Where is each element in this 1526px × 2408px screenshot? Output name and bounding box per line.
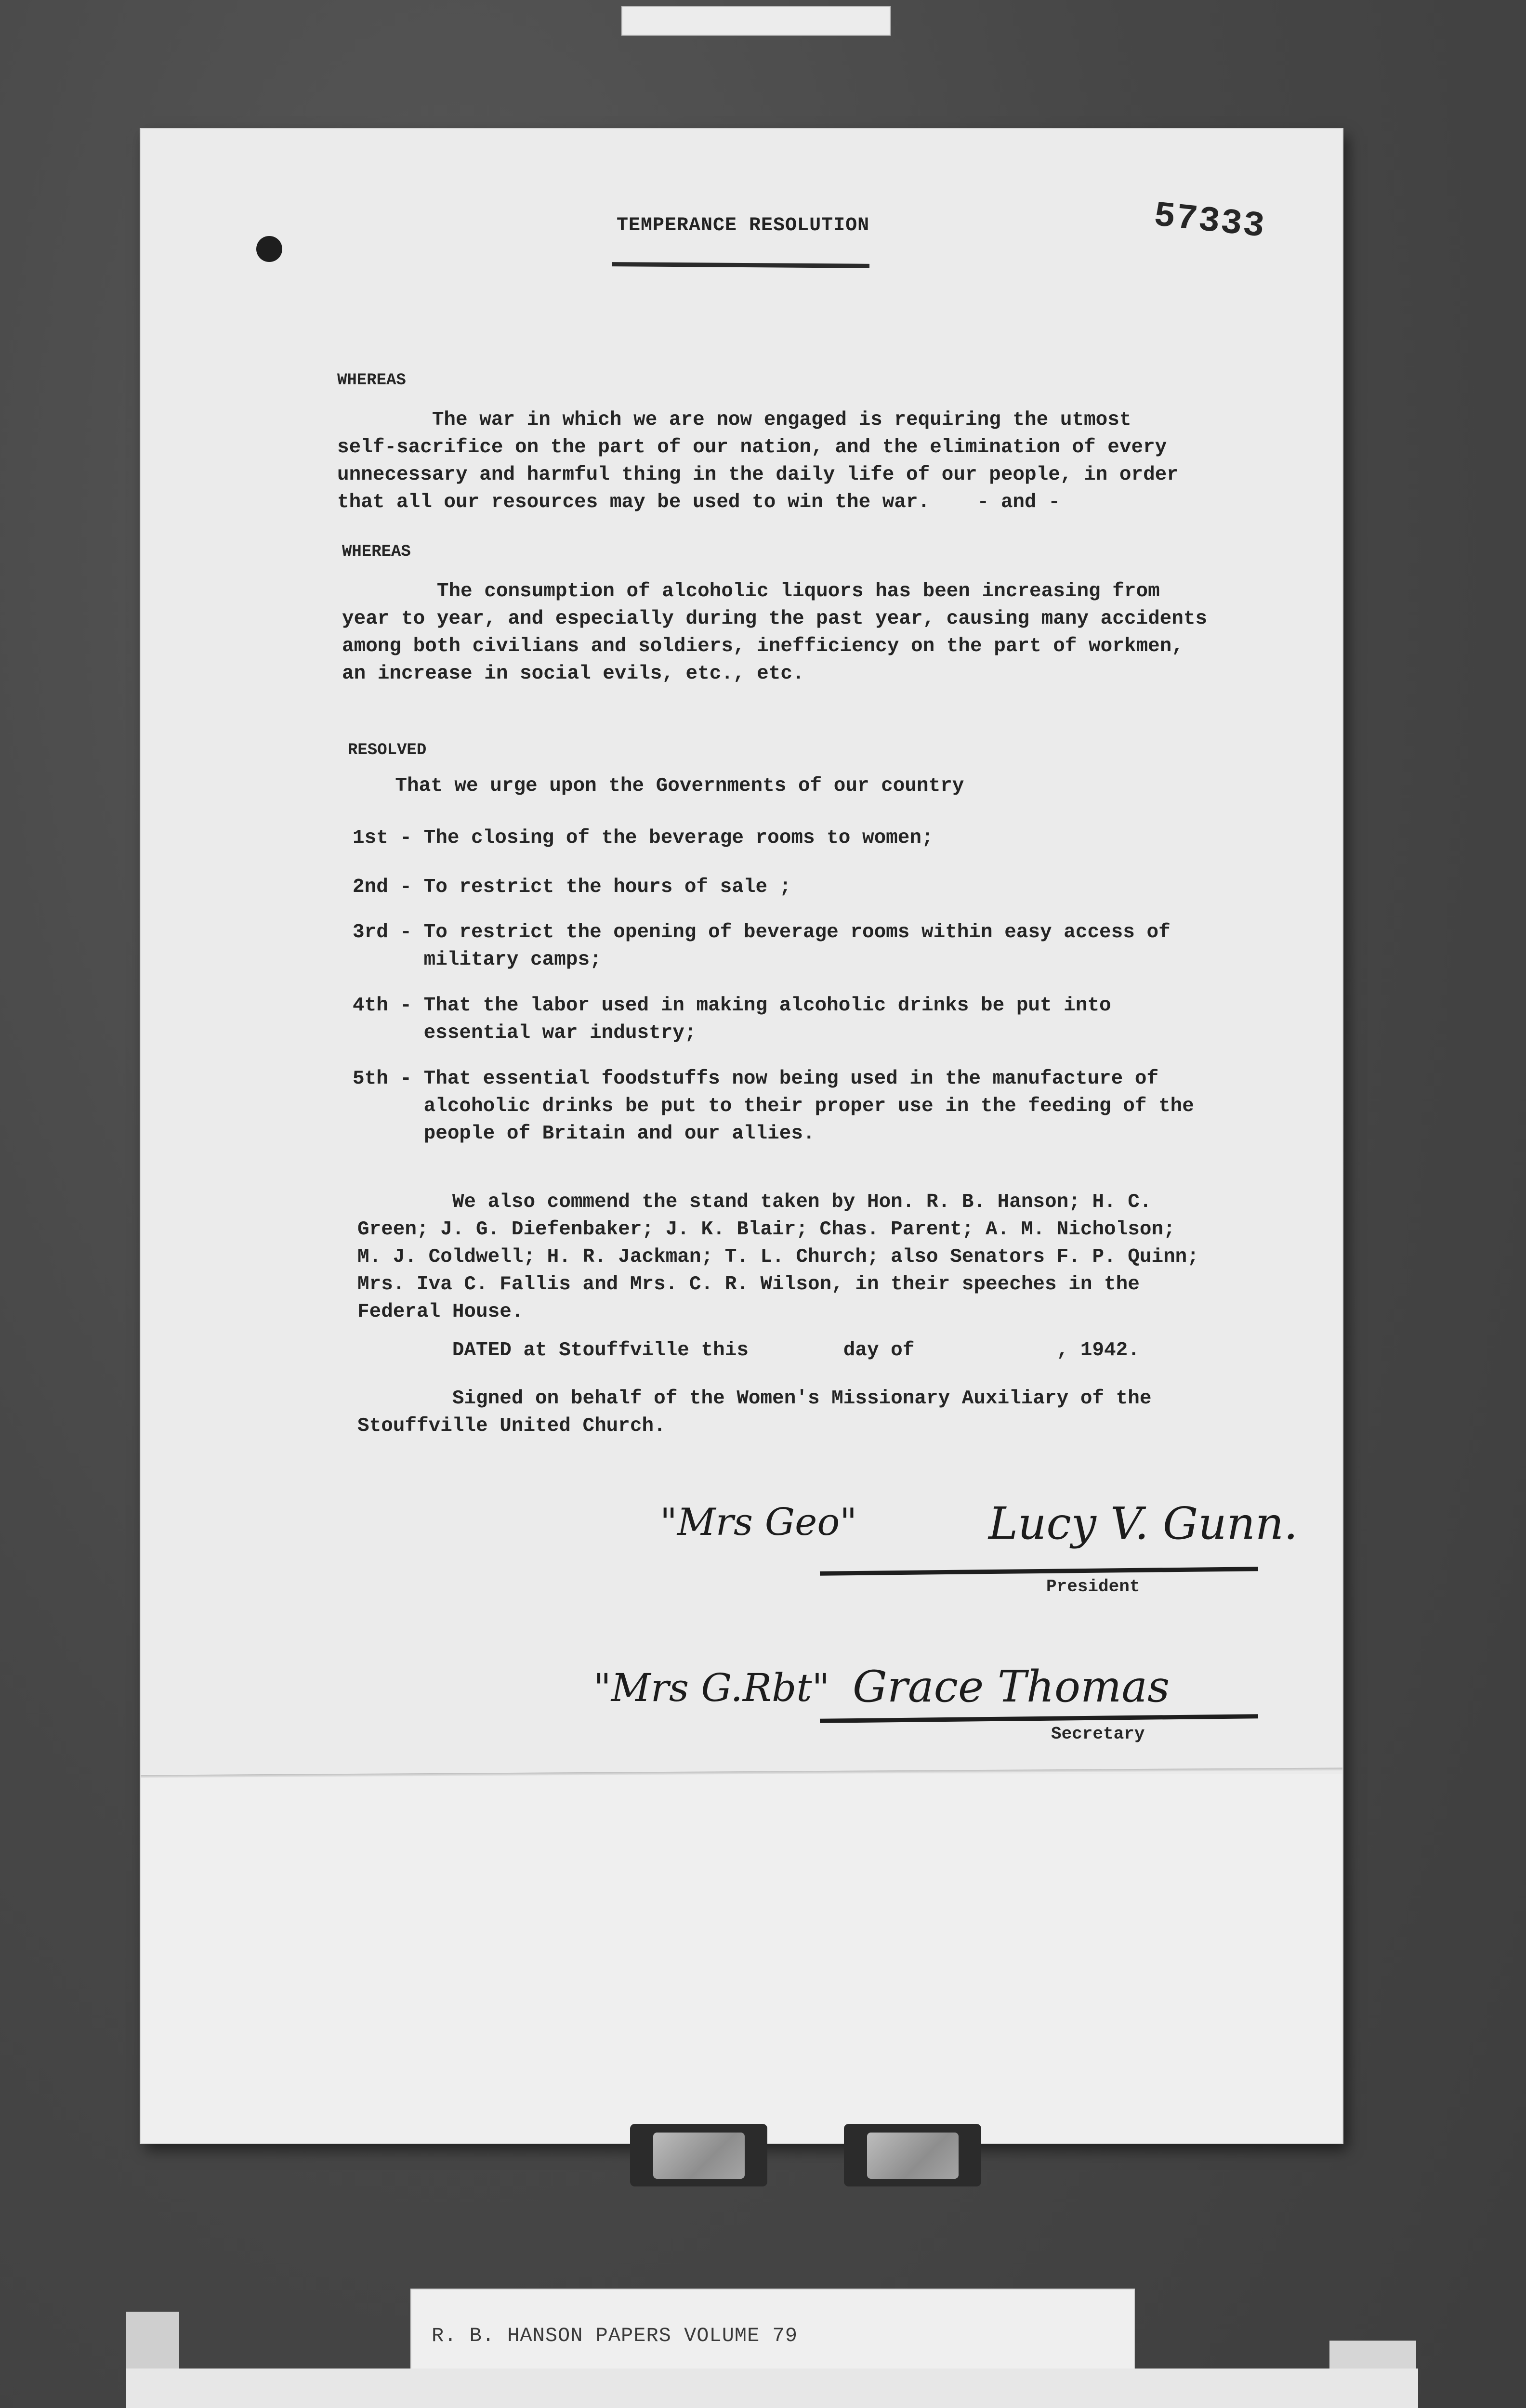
resolution-sheet [141,129,1342,2143]
commend-paragraph: We also commend the stand taken by Hon. R. B. Hanson; H. C. Green; J. G. Diefenbaker; J. K. Blair; Chas. Parent; A. M. Nicholson; M. J. Coldwell; H. R. Jackman; T. L. Church; also Senators F. P. Quinn; Mrs. Iva C. Fallis and Mrs. C. R. Wilson, in their speeches in the Federal House. [357,1191,1199,1323]
signature-role-secretary: Secretary [1051,1724,1145,1744]
resolved-label: RESOLVED [348,741,427,759]
title-underline [612,262,869,268]
paper-clip-left-metal [653,2133,745,2179]
volume-label-text: R. B. HANSON PAPERS VOLUME 79 [432,2324,798,2347]
punch-hole [256,236,282,262]
resolution-item: 2nd - To restrict the hours of sale ; [353,876,791,898]
paper-clip-left [630,2124,767,2186]
whereas-paragraph-1: The war in which we are now engaged is requiring the utmost self-sacrifice on the part of our nation, and the elimination of every unnecessary and harmful thing in the daily life of our people, in order that all our resources may be used to win the war. - and - [337,409,1179,513]
signature-line-secretary [820,1714,1258,1723]
resolved-intro: That we urge upon the Governments of our country [348,775,964,797]
sheet-lower-fold [141,1774,1342,2143]
resolution-item: 4th - That the labor used in making alcoholic drinks be put into essential war industry; [353,995,1111,1044]
signature-line-president [820,1567,1258,1576]
signature-prefix-president: "Mrs Geo" [660,1501,857,1544]
resolution-item: 1st - The closing of the beverage rooms to women; [353,827,934,849]
signature-secretary: Grace Thomas [853,1662,1170,1712]
whereas-paragraph-2: The consumption of alcoholic liquors has been increasing from year to year, and especially during the past year, causing many accidents among both civilians and soldiers, inefficiency on the part of workmen, an increase in social evils, etc., etc. [342,580,1208,685]
whereas-label-2: WHEREAS [342,543,411,561]
paper-clip-right-metal [867,2133,959,2179]
document-number: 57333 [1152,196,1267,248]
signed-paragraph: Signed on behalf of the Women's Missionary Auxiliary of the Stouffville United Church. [357,1387,1152,1437]
whereas-label-1: WHEREAS [337,371,406,390]
document-title: TEMPERANCE RESOLUTION [617,215,870,236]
signature-role-president: President [1046,1577,1140,1597]
top-paper-tab [621,6,891,36]
public-archives-card [126,2369,1418,2408]
dated-line: DATED at Stouffville this day of , 1942. [357,1339,1140,1361]
resolution-item: 3rd - To restrict the opening of beverage rooms within easy access of military camps; [353,921,1171,971]
signature-prefix-secretary: "Mrs G.Rbt" [593,1665,830,1710]
signature-president: Lucy V. Gunn. [988,1498,1298,1549]
resolution-item: 5th - That essential foodstuffs now being used in the manufacture of alcoholic drinks be put to their proper use in the feeding of the people of Britain and our allies. [353,1068,1194,1145]
paper-clip-right [844,2124,981,2186]
